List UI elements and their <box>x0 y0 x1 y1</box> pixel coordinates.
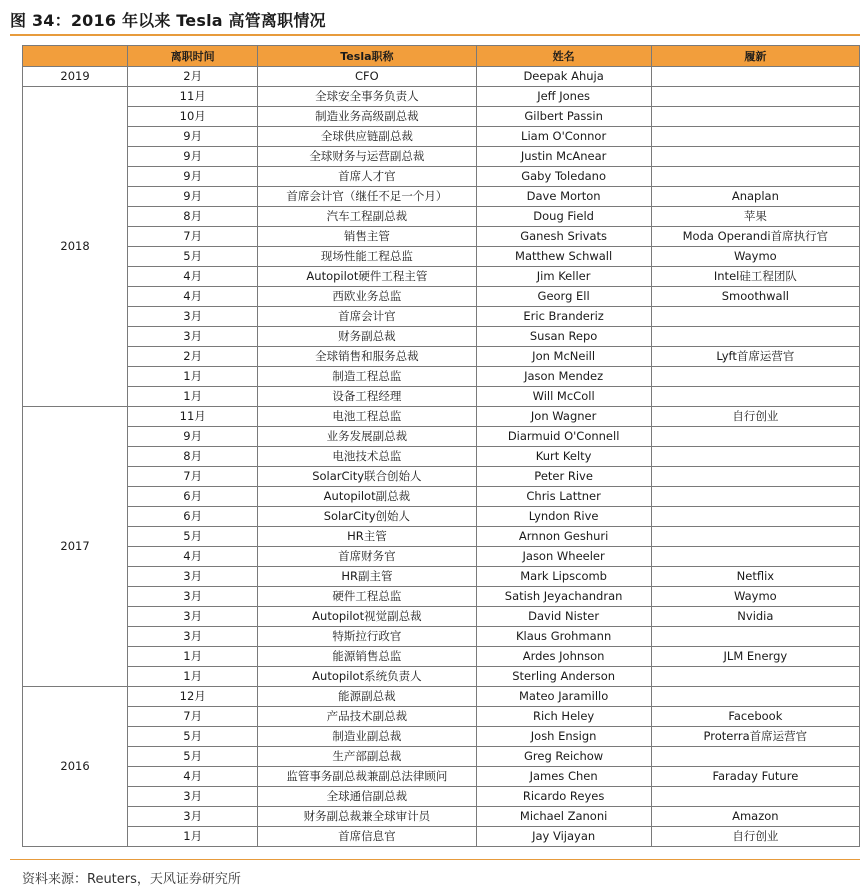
tesla-title-cell: 特斯拉行政官 <box>258 627 476 647</box>
tesla-title-cell: Autopilot硬件工程主管 <box>258 267 476 287</box>
new-role-cell <box>651 527 859 547</box>
table-row <box>23 627 860 647</box>
title-divider <box>10 34 860 36</box>
tesla-title-cell: 电池技术总监 <box>258 447 476 467</box>
name-cell: Justin McAnear <box>476 147 651 167</box>
new-role-cell <box>651 367 859 387</box>
name-cell: Jason Mendez <box>476 367 651 387</box>
departure-time-cell: 7月 <box>128 227 258 247</box>
departure-time-cell: 4月 <box>128 767 258 787</box>
table-row <box>23 87 860 107</box>
new-role-cell <box>651 467 859 487</box>
name-cell: Rich Heley <box>476 707 651 727</box>
tesla-title-cell: 全球供应链副总裁 <box>258 127 476 147</box>
departure-time-cell: 9月 <box>128 187 258 207</box>
table-row <box>23 567 860 587</box>
new-role-cell <box>651 307 859 327</box>
departure-time-cell: 7月 <box>128 467 258 487</box>
departure-time-cell: 2月 <box>128 67 258 87</box>
tesla-title-cell: Autopilot副总裁 <box>258 487 476 507</box>
departure-time-cell: 5月 <box>128 727 258 747</box>
tesla-title-cell: 首席人才官 <box>258 167 476 187</box>
tesla-title-cell: 销售主管 <box>258 227 476 247</box>
departure-time-cell: 1月 <box>128 667 258 687</box>
new-role-cell: Amazon <box>651 807 859 827</box>
name-cell: Jason Wheeler <box>476 547 651 567</box>
departure-time-cell: 6月 <box>128 487 258 507</box>
name-cell: Susan Repo <box>476 327 651 347</box>
new-role-cell <box>651 627 859 647</box>
name-cell: Ganesh Srivats <box>476 227 651 247</box>
name-cell: Georg Ell <box>476 287 651 307</box>
departure-time-cell: 3月 <box>128 787 258 807</box>
table-row <box>23 827 860 847</box>
name-cell: Deepak Ahuja <box>476 67 651 87</box>
departure-time-cell: 9月 <box>128 167 258 187</box>
departure-time-cell: 5月 <box>128 747 258 767</box>
departure-time-cell: 9月 <box>128 127 258 147</box>
table-row <box>23 347 860 367</box>
departure-time-cell: 3月 <box>128 627 258 647</box>
departure-time-cell: 4月 <box>128 287 258 307</box>
name-cell: Lyndon Rive <box>476 507 651 527</box>
name-cell: Josh Ensign <box>476 727 651 747</box>
table-row <box>23 427 860 447</box>
name-cell: David Nister <box>476 607 651 627</box>
name-cell: Will McColl <box>476 387 651 407</box>
departure-time-cell: 3月 <box>128 567 258 587</box>
name-cell: Chris Lattner <box>476 487 651 507</box>
new-role-cell: Waymo <box>651 247 859 267</box>
header-name: 姓名 <box>476 46 651 67</box>
table-row <box>23 267 860 287</box>
new-role-cell <box>651 127 859 147</box>
table-row <box>23 807 860 827</box>
table-body <box>23 67 860 847</box>
name-cell: Jon McNeill <box>476 347 651 367</box>
new-role-cell <box>651 327 859 347</box>
tesla-title-cell: 首席会计官（继任不足一个月） <box>258 187 476 207</box>
tesla-title-cell: 制造业务高级副总裁 <box>258 107 476 127</box>
table-row <box>23 167 860 187</box>
new-role-cell: Faraday Future <box>651 767 859 787</box>
departure-time-cell: 3月 <box>128 327 258 347</box>
departure-time-cell: 10月 <box>128 107 258 127</box>
table-row <box>23 187 860 207</box>
header-year <box>23 46 128 67</box>
tesla-title-cell: 西欧业务总监 <box>258 287 476 307</box>
new-role-cell: Facebook <box>651 707 859 727</box>
departure-time-cell: 1月 <box>128 647 258 667</box>
table-row <box>23 247 860 267</box>
new-role-cell <box>651 107 859 127</box>
departure-time-cell: 9月 <box>128 427 258 447</box>
new-role-cell: Moda Operandi首席执行官 <box>651 227 859 247</box>
table-row <box>23 687 860 707</box>
figure-title: 图 34：2016 年以来 Tesla 高管离职情况 <box>10 11 326 30</box>
new-role-cell: Netflix <box>651 567 859 587</box>
tesla-title-cell: 汽车工程副总裁 <box>258 207 476 227</box>
name-cell: Dave Morton <box>476 187 651 207</box>
name-cell: Mateo Jaramillo <box>476 687 651 707</box>
name-cell: Michael Zanoni <box>476 807 651 827</box>
new-role-cell: Nvidia <box>651 607 859 627</box>
table-row <box>23 367 860 387</box>
departure-time-cell: 3月 <box>128 807 258 827</box>
new-role-cell <box>651 87 859 107</box>
table-row <box>23 647 860 667</box>
name-cell: Matthew Schwall <box>476 247 651 267</box>
tesla-title-cell: 设备工程经理 <box>258 387 476 407</box>
new-role-cell: Waymo <box>651 587 859 607</box>
new-role-cell: Smoothwall <box>651 287 859 307</box>
name-cell: Liam O'Connor <box>476 127 651 147</box>
tesla-title-cell: 全球财务与运营副总裁 <box>258 147 476 167</box>
new-role-cell <box>651 507 859 527</box>
table-row <box>23 667 860 687</box>
new-role-cell <box>651 667 859 687</box>
departures-table <box>22 45 860 847</box>
new-role-cell <box>651 547 859 567</box>
new-role-cell <box>651 387 859 407</box>
name-cell: Ardes Johnson <box>476 647 651 667</box>
table-row <box>23 787 860 807</box>
table-row <box>23 107 860 127</box>
name-cell: Jim Keller <box>476 267 651 287</box>
departure-time-cell: 6月 <box>128 507 258 527</box>
table-row <box>23 387 860 407</box>
tesla-title-cell: 首席信息官 <box>258 827 476 847</box>
tesla-title-cell: 产品技术副总裁 <box>258 707 476 727</box>
tesla-title-cell: HR副主管 <box>258 567 476 587</box>
tesla-title-cell: 硬件工程总监 <box>258 587 476 607</box>
table-header-row <box>23 46 860 67</box>
departure-time-cell: 5月 <box>128 247 258 267</box>
table-row <box>23 607 860 627</box>
new-role-cell: Lyft首席运营官 <box>651 347 859 367</box>
name-cell: Klaus Grohmann <box>476 627 651 647</box>
tesla-title-cell: 能源销售总监 <box>258 647 476 667</box>
name-cell: Peter Rive <box>476 467 651 487</box>
table-row <box>23 727 860 747</box>
new-role-cell: JLM Energy <box>651 647 859 667</box>
year-cell: 2019 <box>23 67 128 87</box>
departure-time-cell: 7月 <box>128 707 258 727</box>
name-cell: Jon Wagner <box>476 407 651 427</box>
table-row <box>23 767 860 787</box>
table-row <box>23 227 860 247</box>
departure-time-cell: 3月 <box>128 607 258 627</box>
name-cell: Satish Jeyachandran <box>476 587 651 607</box>
table-row <box>23 207 860 227</box>
new-role-cell: 自行创业 <box>651 407 859 427</box>
table-row <box>23 407 860 427</box>
table-row <box>23 467 860 487</box>
new-role-cell <box>651 487 859 507</box>
departure-time-cell: 11月 <box>128 407 258 427</box>
table-row <box>23 307 860 327</box>
departure-time-cell: 12月 <box>128 687 258 707</box>
table-row <box>23 127 860 147</box>
departure-time-cell: 1月 <box>128 387 258 407</box>
tesla-title-cell: 全球销售和服务总裁 <box>258 347 476 367</box>
tesla-title-cell: 全球通信副总裁 <box>258 787 476 807</box>
departure-time-cell: 2月 <box>128 347 258 367</box>
tesla-title-cell: 能源副总裁 <box>258 687 476 707</box>
header-departure-time: 离职时间 <box>128 46 258 67</box>
table-row <box>23 327 860 347</box>
departure-time-cell: 1月 <box>128 367 258 387</box>
tesla-title-cell: CFO <box>258 67 476 87</box>
tesla-title-cell: Autopilot视觉副总裁 <box>258 607 476 627</box>
new-role-cell: Intel硅工程团队 <box>651 267 859 287</box>
table-row <box>23 487 860 507</box>
bottom-divider <box>10 859 860 860</box>
departure-time-cell: 8月 <box>128 447 258 467</box>
departure-time-cell: 4月 <box>128 267 258 287</box>
name-cell: Mark Lipscomb <box>476 567 651 587</box>
tesla-title-cell: SolarCity创始人 <box>258 507 476 527</box>
departure-time-cell: 11月 <box>128 87 258 107</box>
new-role-cell: Proterra首席运营官 <box>651 727 859 747</box>
name-cell: Diarmuid O'Connell <box>476 427 651 447</box>
name-cell: Sterling Anderson <box>476 667 651 687</box>
tesla-title-cell: 电池工程总监 <box>258 407 476 427</box>
name-cell: Greg Reichow <box>476 747 651 767</box>
table-row <box>23 447 860 467</box>
name-cell: Arnnon Geshuri <box>476 527 651 547</box>
year-cell: 2018 <box>23 87 128 407</box>
table-row <box>23 527 860 547</box>
tesla-title-cell: 现场性能工程总监 <box>258 247 476 267</box>
departure-time-cell: 1月 <box>128 827 258 847</box>
source-note: 资料来源：Reuters，天风证券研究所 <box>22 872 241 887</box>
year-cell: 2017 <box>23 407 128 687</box>
new-role-cell <box>651 147 859 167</box>
name-cell: Jay Vijayan <box>476 827 651 847</box>
departure-time-cell: 9月 <box>128 147 258 167</box>
name-cell: James Chen <box>476 767 651 787</box>
name-cell: Doug Field <box>476 207 651 227</box>
tesla-title-cell: 全球安全事务负责人 <box>258 87 476 107</box>
name-cell: Gaby Toledano <box>476 167 651 187</box>
departure-time-cell: 3月 <box>128 307 258 327</box>
table-row <box>23 287 860 307</box>
tesla-title-cell: SolarCity联合创始人 <box>258 467 476 487</box>
new-role-cell <box>651 167 859 187</box>
name-cell: Gilbert Passin <box>476 107 651 127</box>
tesla-title-cell: 制造业副总裁 <box>258 727 476 747</box>
tesla-title-cell: 首席会计官 <box>258 307 476 327</box>
new-role-cell: Anaplan <box>651 187 859 207</box>
name-cell: Ricardo Reyes <box>476 787 651 807</box>
new-role-cell <box>651 747 859 767</box>
table-row <box>23 747 860 767</box>
new-role-cell <box>651 427 859 447</box>
table-row <box>23 587 860 607</box>
departure-time-cell: 4月 <box>128 547 258 567</box>
tesla-title-cell: 首席财务官 <box>258 547 476 567</box>
table-row <box>23 507 860 527</box>
new-role-cell <box>651 67 859 87</box>
tesla-title-cell: Autopilot系统负责人 <box>258 667 476 687</box>
table-row <box>23 547 860 567</box>
tesla-title-cell: HR主管 <box>258 527 476 547</box>
new-role-cell <box>651 787 859 807</box>
new-role-cell: 苹果 <box>651 207 859 227</box>
name-cell: Kurt Kelty <box>476 447 651 467</box>
table-row <box>23 707 860 727</box>
tesla-title-cell: 制造工程总监 <box>258 367 476 387</box>
header-tesla-title: Tesla职称 <box>258 46 476 67</box>
tesla-title-cell: 财务副总裁 <box>258 327 476 347</box>
table-row <box>23 147 860 167</box>
tesla-title-cell: 财务副总裁兼全球审计员 <box>258 807 476 827</box>
year-cell: 2016 <box>23 687 128 847</box>
tesla-title-cell: 业务发展副总裁 <box>258 427 476 447</box>
tesla-title-cell: 监管事务副总裁兼副总法律顾问 <box>258 767 476 787</box>
new-role-cell <box>651 447 859 467</box>
table-row <box>23 67 860 87</box>
name-cell: Jeff Jones <box>476 87 651 107</box>
header-new-role: 履新 <box>651 46 859 67</box>
departure-time-cell: 3月 <box>128 587 258 607</box>
name-cell: Eric Branderiz <box>476 307 651 327</box>
new-role-cell <box>651 687 859 707</box>
tesla-title-cell: 生产部副总裁 <box>258 747 476 767</box>
departure-time-cell: 8月 <box>128 207 258 227</box>
new-role-cell: 自行创业 <box>651 827 859 847</box>
departure-time-cell: 5月 <box>128 527 258 547</box>
